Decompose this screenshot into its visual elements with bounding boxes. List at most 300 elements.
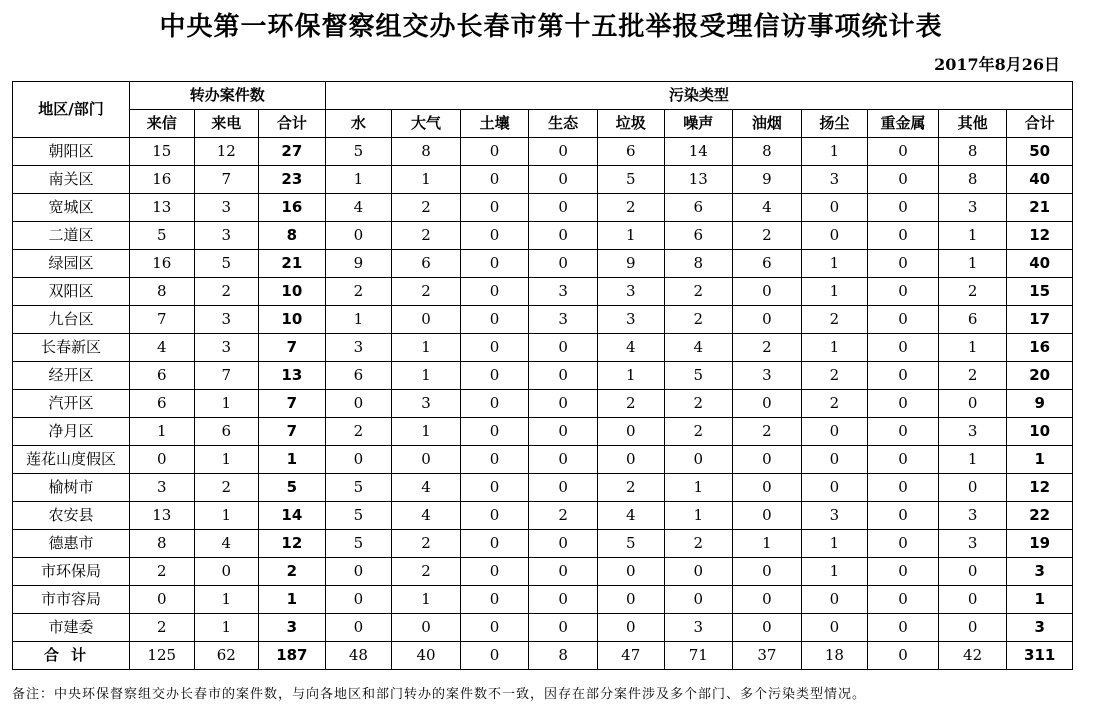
region-name: 德惠市 [13, 530, 130, 558]
value-cell: 7 [194, 166, 259, 194]
value-cell: 1 [194, 614, 259, 642]
value-cell: 0 [868, 138, 939, 166]
value-cell: 1 [1007, 586, 1073, 614]
value-cell: 0 [529, 138, 598, 166]
value-cell: 5 [664, 362, 733, 390]
value-cell: 0 [529, 586, 598, 614]
value-cell: 0 [529, 446, 598, 474]
value-cell: 13 [129, 502, 194, 530]
value-cell: 3 [1007, 558, 1073, 586]
value-cell: 8 [392, 138, 461, 166]
value-cell: 0 [868, 334, 939, 362]
value-cell: 0 [529, 194, 598, 222]
value-cell: 8 [129, 530, 194, 558]
value-cell: 0 [529, 614, 598, 642]
value-cell: 0 [801, 446, 868, 474]
value-cell: 4 [194, 530, 259, 558]
value-cell: 3 [529, 306, 598, 334]
value-cell: 10 [259, 278, 326, 306]
value-cell: 0 [801, 418, 868, 446]
value-cell: 5 [129, 222, 194, 250]
value-cell: 0 [868, 530, 939, 558]
value-cell: 0 [868, 642, 939, 670]
value-cell: 5 [597, 530, 664, 558]
table-row [13, 306, 1073, 334]
value-cell: 15 [129, 138, 194, 166]
value-cell: 16 [129, 250, 194, 278]
value-cell: 0 [460, 306, 529, 334]
value-cell: 4 [664, 334, 733, 362]
table-row [13, 418, 1073, 446]
value-cell: 0 [868, 586, 939, 614]
value-cell: 13 [129, 194, 194, 222]
value-cell: 3 [194, 334, 259, 362]
value-cell: 40 [392, 642, 461, 670]
footnote: 备注：中央环保督察组交办长春市的案件数，与向各地区和部门转办的案件数不一致，因存在部分案件涉及多个部门、多个污染类型情况。 [12, 687, 867, 702]
value-cell: 8 [529, 642, 598, 670]
value-cell: 2 [392, 222, 461, 250]
value-cell: 187 [259, 642, 326, 670]
value-cell: 0 [801, 614, 868, 642]
value-cell: 19 [1007, 530, 1073, 558]
value-cell: 0 [733, 558, 802, 586]
value-cell: 0 [460, 474, 529, 502]
value-cell: 0 [129, 446, 194, 474]
value-cell: 2 [259, 558, 326, 586]
value-cell: 7 [194, 362, 259, 390]
value-cell: 311 [1007, 642, 1073, 670]
value-cell: 0 [938, 586, 1007, 614]
value-cell: 50 [1007, 138, 1073, 166]
region-name: 汽开区 [13, 390, 130, 418]
value-cell: 0 [460, 194, 529, 222]
region-name: 长春新区 [13, 334, 130, 362]
region-name: 市建委 [13, 614, 130, 642]
value-cell: 20 [1007, 362, 1073, 390]
value-cell: 0 [801, 194, 868, 222]
column-header: 扬尘 [801, 110, 868, 138]
column-header: 大气 [392, 110, 461, 138]
value-cell: 0 [460, 166, 529, 194]
value-cell: 2 [129, 558, 194, 586]
value-cell: 0 [325, 614, 392, 642]
value-cell: 125 [129, 642, 194, 670]
value-cell: 0 [392, 306, 461, 334]
value-cell: 0 [868, 166, 939, 194]
value-cell: 3 [938, 418, 1007, 446]
column-header: 垃圾 [597, 110, 664, 138]
value-cell: 42 [938, 642, 1007, 670]
value-cell: 9 [733, 166, 802, 194]
value-cell: 0 [529, 334, 598, 362]
value-cell: 1 [392, 418, 461, 446]
value-cell: 1 [938, 222, 1007, 250]
value-cell: 21 [259, 250, 326, 278]
value-cell: 0 [529, 166, 598, 194]
value-cell: 10 [259, 306, 326, 334]
value-cell: 2 [392, 558, 461, 586]
value-cell: 0 [460, 502, 529, 530]
column-header: 水 [325, 110, 392, 138]
value-cell: 1 [801, 334, 868, 362]
value-cell: 0 [868, 306, 939, 334]
value-cell: 1 [938, 446, 1007, 474]
header-row-columns [13, 110, 1073, 138]
value-cell: 3 [733, 362, 802, 390]
value-cell: 37 [733, 642, 802, 670]
value-cell: 40 [1007, 166, 1073, 194]
value-cell: 2 [801, 390, 868, 418]
value-cell: 3 [664, 614, 733, 642]
value-cell: 13 [259, 362, 326, 390]
table-row [13, 530, 1073, 558]
value-cell: 1 [129, 418, 194, 446]
pollution-group-header: 污染类型 [325, 82, 1072, 110]
value-cell: 18 [801, 642, 868, 670]
value-cell: 0 [529, 390, 598, 418]
value-cell: 2 [938, 362, 1007, 390]
value-cell: 4 [597, 334, 664, 362]
value-cell: 2 [664, 530, 733, 558]
value-cell: 1 [194, 446, 259, 474]
table-row [13, 446, 1073, 474]
value-cell: 0 [597, 614, 664, 642]
value-cell: 0 [868, 558, 939, 586]
value-cell: 2 [938, 278, 1007, 306]
value-cell: 8 [938, 138, 1007, 166]
region-name: 经开区 [13, 362, 130, 390]
value-cell: 47 [597, 642, 664, 670]
value-cell: 1 [194, 390, 259, 418]
table-row [13, 166, 1073, 194]
value-cell: 0 [194, 558, 259, 586]
value-cell: 0 [597, 558, 664, 586]
value-cell: 3 [129, 474, 194, 502]
value-cell: 9 [1007, 390, 1073, 418]
value-cell: 4 [325, 194, 392, 222]
value-cell: 5 [325, 474, 392, 502]
table-row [13, 558, 1073, 586]
table-row [13, 278, 1073, 306]
value-cell: 3 [597, 278, 664, 306]
value-cell: 2 [664, 306, 733, 334]
value-cell: 3 [194, 194, 259, 222]
value-cell: 0 [460, 222, 529, 250]
value-cell: 7 [259, 334, 326, 362]
total-label: 合计 [13, 642, 130, 670]
value-cell: 9 [325, 250, 392, 278]
value-cell: 1 [325, 166, 392, 194]
value-cell: 6 [129, 390, 194, 418]
value-cell: 2 [597, 194, 664, 222]
value-cell: 0 [733, 390, 802, 418]
value-cell: 4 [392, 502, 461, 530]
value-cell: 0 [392, 614, 461, 642]
table-row [13, 586, 1073, 614]
value-cell: 8 [259, 222, 326, 250]
value-cell: 0 [392, 446, 461, 474]
value-cell: 2 [733, 334, 802, 362]
value-cell: 0 [938, 474, 1007, 502]
value-cell: 2 [664, 390, 733, 418]
value-cell: 0 [868, 222, 939, 250]
value-cell: 9 [597, 250, 664, 278]
value-cell: 8 [129, 278, 194, 306]
value-cell: 3 [938, 530, 1007, 558]
page-title: 中央第一环保督察组交办长春市第十五批举报受理信访事项统计表 [159, 12, 943, 42]
value-cell: 5 [597, 166, 664, 194]
value-cell: 0 [460, 530, 529, 558]
region-name: 二道区 [13, 222, 130, 250]
value-cell: 2 [597, 474, 664, 502]
column-header: 来电 [194, 110, 259, 138]
value-cell: 0 [460, 558, 529, 586]
statistics-table [12, 81, 1073, 670]
value-cell: 0 [529, 418, 598, 446]
region-name: 市环保局 [13, 558, 130, 586]
table-row [13, 250, 1073, 278]
value-cell: 5 [325, 502, 392, 530]
region-name: 市市容局 [13, 586, 130, 614]
value-cell: 6 [597, 138, 664, 166]
value-cell: 0 [868, 390, 939, 418]
value-cell: 2 [392, 278, 461, 306]
region-name: 双阳区 [13, 278, 130, 306]
value-cell: 0 [325, 586, 392, 614]
column-header: 重金属 [868, 110, 939, 138]
value-cell: 0 [733, 502, 802, 530]
value-cell: 0 [460, 138, 529, 166]
column-header: 其他 [938, 110, 1007, 138]
value-cell: 0 [529, 474, 598, 502]
transfer-group-header: 转办案件数 [129, 82, 325, 110]
value-cell: 0 [460, 362, 529, 390]
header-row-group [13, 82, 1073, 110]
value-cell: 0 [597, 446, 664, 474]
value-cell: 0 [868, 502, 939, 530]
value-cell: 5 [325, 138, 392, 166]
value-cell: 8 [664, 250, 733, 278]
value-cell: 0 [460, 250, 529, 278]
value-cell: 1 [597, 362, 664, 390]
table-row [13, 138, 1073, 166]
value-cell: 1 [664, 474, 733, 502]
value-cell: 2 [664, 418, 733, 446]
value-cell: 0 [460, 446, 529, 474]
column-header: 来信 [129, 110, 194, 138]
value-cell: 3 [392, 390, 461, 418]
value-cell: 0 [529, 362, 598, 390]
region-name: 绿园区 [13, 250, 130, 278]
value-cell: 1 [664, 502, 733, 530]
value-cell: 3 [259, 614, 326, 642]
value-cell: 0 [664, 558, 733, 586]
value-cell: 0 [868, 194, 939, 222]
value-cell: 1 [733, 530, 802, 558]
value-cell: 6 [392, 250, 461, 278]
region-name: 朝阳区 [13, 138, 130, 166]
value-cell: 2 [325, 418, 392, 446]
value-cell: 6 [664, 194, 733, 222]
value-cell: 0 [460, 334, 529, 362]
value-cell: 0 [733, 306, 802, 334]
value-cell: 0 [868, 474, 939, 502]
region-name: 农安县 [13, 502, 130, 530]
value-cell: 0 [733, 614, 802, 642]
value-cell: 71 [664, 642, 733, 670]
column-header: 合计 [259, 110, 326, 138]
total-row [13, 642, 1073, 670]
value-cell: 6 [938, 306, 1007, 334]
value-cell: 0 [597, 586, 664, 614]
value-cell: 7 [259, 390, 326, 418]
value-cell: 22 [1007, 502, 1073, 530]
column-header: 合计 [1007, 110, 1073, 138]
value-cell: 6 [129, 362, 194, 390]
value-cell: 2 [392, 530, 461, 558]
value-cell: 14 [664, 138, 733, 166]
value-cell: 0 [460, 642, 529, 670]
value-cell: 3 [938, 502, 1007, 530]
value-cell: 12 [1007, 222, 1073, 250]
value-cell: 0 [938, 614, 1007, 642]
value-cell: 0 [129, 586, 194, 614]
report-date: 2017年8月26日 [934, 55, 1060, 74]
value-cell: 0 [868, 418, 939, 446]
value-cell: 7 [129, 306, 194, 334]
value-cell: 0 [529, 558, 598, 586]
value-cell: 0 [868, 278, 939, 306]
value-cell: 1 [392, 334, 461, 362]
value-cell: 27 [259, 138, 326, 166]
value-cell: 1 [194, 502, 259, 530]
value-cell: 0 [529, 250, 598, 278]
value-cell: 0 [460, 390, 529, 418]
value-cell: 0 [460, 586, 529, 614]
value-cell: 3 [194, 306, 259, 334]
value-cell: 1 [392, 586, 461, 614]
value-cell: 3 [529, 278, 598, 306]
value-cell: 2 [392, 194, 461, 222]
value-cell: 5 [194, 250, 259, 278]
value-cell: 0 [868, 362, 939, 390]
value-cell: 6 [664, 222, 733, 250]
column-header: 土壤 [460, 110, 529, 138]
value-cell: 2 [597, 390, 664, 418]
value-cell: 1 [392, 166, 461, 194]
table-row [13, 362, 1073, 390]
value-cell: 0 [733, 446, 802, 474]
value-cell: 17 [1007, 306, 1073, 334]
value-cell: 3 [325, 334, 392, 362]
value-cell: 8 [733, 138, 802, 166]
value-cell: 16 [129, 166, 194, 194]
value-cell: 2 [733, 222, 802, 250]
value-cell: 0 [460, 418, 529, 446]
value-cell: 4 [392, 474, 461, 502]
value-cell: 3 [597, 306, 664, 334]
value-cell: 23 [259, 166, 326, 194]
value-cell: 62 [194, 642, 259, 670]
region-name: 净月区 [13, 418, 130, 446]
table-row [13, 390, 1073, 418]
value-cell: 2 [801, 362, 868, 390]
value-cell: 0 [868, 446, 939, 474]
value-cell: 16 [1007, 334, 1073, 362]
value-cell: 1 [801, 250, 868, 278]
value-cell: 0 [325, 222, 392, 250]
table-row [13, 614, 1073, 642]
value-cell: 1 [259, 446, 326, 474]
value-cell: 3 [801, 166, 868, 194]
value-cell: 0 [733, 278, 802, 306]
value-cell: 0 [325, 446, 392, 474]
value-cell: 0 [801, 586, 868, 614]
value-cell: 0 [868, 614, 939, 642]
value-cell: 0 [868, 250, 939, 278]
value-cell: 2 [194, 278, 259, 306]
value-cell: 0 [801, 474, 868, 502]
value-cell: 2 [801, 306, 868, 334]
value-cell: 14 [259, 502, 326, 530]
value-cell: 2 [325, 278, 392, 306]
value-cell: 40 [1007, 250, 1073, 278]
value-cell: 1 [597, 222, 664, 250]
value-cell: 0 [938, 390, 1007, 418]
column-header: 油烟 [733, 110, 802, 138]
value-cell: 15 [1007, 278, 1073, 306]
value-cell: 1 [801, 138, 868, 166]
value-cell: 0 [529, 222, 598, 250]
value-cell: 6 [325, 362, 392, 390]
value-cell: 1 [1007, 446, 1073, 474]
value-cell: 2 [129, 614, 194, 642]
value-cell: 2 [529, 502, 598, 530]
table-row [13, 474, 1073, 502]
region-name: 宽城区 [13, 194, 130, 222]
value-cell: 1 [325, 306, 392, 334]
value-cell: 1 [801, 530, 868, 558]
value-cell: 1 [194, 586, 259, 614]
value-cell: 0 [460, 614, 529, 642]
value-cell: 10 [1007, 418, 1073, 446]
value-cell: 16 [259, 194, 326, 222]
value-cell: 7 [259, 418, 326, 446]
value-cell: 3 [801, 502, 868, 530]
table-row [13, 502, 1073, 530]
value-cell: 0 [733, 586, 802, 614]
value-cell: 4 [129, 334, 194, 362]
value-cell: 13 [664, 166, 733, 194]
value-cell: 2 [733, 418, 802, 446]
value-cell: 0 [529, 530, 598, 558]
table-row [13, 334, 1073, 362]
value-cell: 5 [325, 530, 392, 558]
value-cell: 6 [733, 250, 802, 278]
value-cell: 21 [1007, 194, 1073, 222]
value-cell: 0 [597, 418, 664, 446]
table-body [13, 138, 1073, 670]
value-cell: 0 [938, 558, 1007, 586]
value-cell: 0 [733, 474, 802, 502]
value-cell: 1 [801, 558, 868, 586]
region-name: 榆树市 [13, 474, 130, 502]
region-header: 地区/部门 [13, 82, 130, 138]
value-cell: 0 [664, 586, 733, 614]
table-row [13, 194, 1073, 222]
value-cell: 1 [938, 250, 1007, 278]
value-cell: 0 [664, 446, 733, 474]
